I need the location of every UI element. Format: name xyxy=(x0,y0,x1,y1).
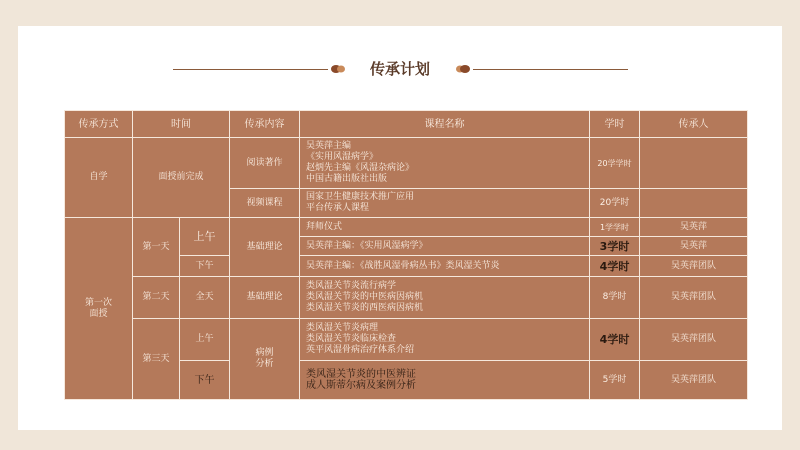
cell-content-day3 xyxy=(230,319,300,400)
content-line: 分析 xyxy=(255,359,274,369)
cell-course xyxy=(300,189,590,218)
cell-hours: 20学学时 xyxy=(590,138,640,189)
cell-teacher: 吴英萍团队 xyxy=(640,319,748,361)
slide xyxy=(18,26,782,430)
cell-course xyxy=(300,361,590,400)
course-line: 国家卫生健康技术推广应用 xyxy=(306,192,415,202)
cell-course: 吴英萍主编：《战胜风湿骨病丛书》类风湿关节炎 xyxy=(300,256,590,277)
cell-content: 阅读著作 xyxy=(230,138,300,189)
course-line: 《实用风湿病学》 xyxy=(306,152,379,162)
cell-course: 吴英萍主编：《实用风湿病学》 xyxy=(300,237,590,256)
cell-day1: 第一天 xyxy=(133,218,180,277)
cell-hours: 4学时 xyxy=(590,319,640,361)
header-mode: 传承方式 xyxy=(65,111,133,138)
course-line: 类风湿关节炎临床检查 xyxy=(306,334,397,344)
table-header-row xyxy=(65,111,748,138)
title-row xyxy=(18,58,782,80)
mode-line: 面授 xyxy=(89,308,108,319)
cell-teacher xyxy=(640,189,748,218)
cell-content: 视频课程 xyxy=(230,189,300,218)
cell-hours: 20学时 xyxy=(590,189,640,218)
course-line: 成人斯蒂尔病及案例分析 xyxy=(306,380,416,391)
course-line: 类风湿关节炎的中医辨证 xyxy=(306,369,416,380)
plan-table xyxy=(64,110,748,400)
course-line: 类风湿关节炎病理 xyxy=(306,323,379,333)
cell-time-self: 面授前完成 xyxy=(133,138,230,218)
header-hours: 学时 xyxy=(590,111,640,138)
cell-teacher: 吴英萍团队 xyxy=(640,277,748,319)
cell-content-day2: 基础理论 xyxy=(230,277,300,319)
course-line: 吴英萍主编 xyxy=(306,141,352,151)
mode-line: 第一次 xyxy=(84,297,112,308)
cell-hours: 5学时 xyxy=(590,361,640,400)
cell-teacher: 吴英萍 xyxy=(640,237,748,256)
cell-course xyxy=(300,138,590,189)
cell-day3-am: 上午 xyxy=(180,319,230,361)
content-line: 病例 xyxy=(255,348,274,358)
cell-day3: 第三天 xyxy=(133,319,180,400)
cell-day2: 第二天 xyxy=(133,277,180,319)
course-line: 中国古籍出版社出版 xyxy=(306,174,388,184)
header-content: 传承内容 xyxy=(230,111,300,138)
cell-hours: 8学时 xyxy=(590,277,640,319)
cell-mode-self: 自学 xyxy=(65,138,133,218)
cell-course xyxy=(300,277,590,319)
header-time: 时间 xyxy=(133,111,230,138)
cell-hours: 3学时 xyxy=(590,237,640,256)
table-row xyxy=(65,218,748,237)
cell-teacher: 吴英萍团队 xyxy=(640,256,748,277)
cell-day2-time: 全天 xyxy=(180,277,230,319)
course-line: 英平风湿骨病治疗体系介绍 xyxy=(306,345,415,355)
cell-day3-pm: 下午 xyxy=(180,361,230,400)
leaf-ornament-icon xyxy=(456,63,470,75)
course-line: 平台传承人课程 xyxy=(306,203,370,213)
cell-mode-inperson xyxy=(65,218,133,400)
cell-hours: 4学时 xyxy=(590,256,640,277)
page-title: 传承计划 xyxy=(369,60,430,78)
title-divider-right xyxy=(473,69,628,70)
cell-course: 拜师仪式 xyxy=(300,218,590,237)
course-line: 赵炳先主编《风湿杂病论》 xyxy=(306,163,415,173)
course-line: 类风湿关节炎流行病学 xyxy=(306,281,397,291)
cell-teacher xyxy=(640,138,748,189)
cell-day1-am: 上午 xyxy=(180,218,230,256)
table-row xyxy=(65,319,748,361)
course-line: 类风湿关节炎的西医病因病机 xyxy=(306,303,424,313)
cell-teacher: 吴英萍团队 xyxy=(640,361,748,400)
cell-course xyxy=(300,319,590,361)
header-course: 课程名称 xyxy=(300,111,590,138)
cell-hours: 1学学时 xyxy=(590,218,640,237)
table-row xyxy=(65,277,748,319)
course-line: 类风湿关节炎的中医病因病机 xyxy=(306,292,424,302)
cell-content-day1: 基础理论 xyxy=(230,218,300,277)
cell-teacher: 吴英萍 xyxy=(640,218,748,237)
table-row xyxy=(65,138,748,189)
cell-day1-pm: 下午 xyxy=(180,256,230,277)
header-teacher: 传承人 xyxy=(640,111,748,138)
